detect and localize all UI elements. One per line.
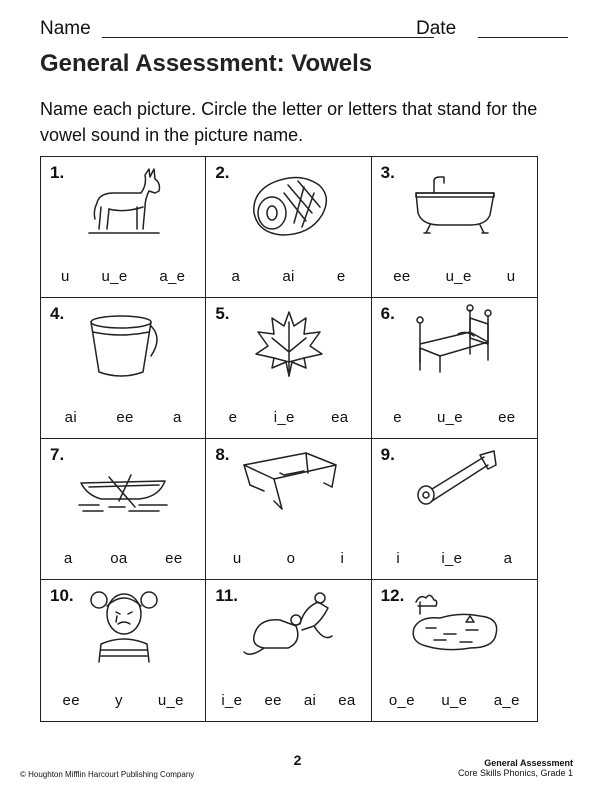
mice-icon	[244, 586, 334, 666]
choice-row	[210, 550, 366, 567]
donkey-icon	[79, 163, 169, 243]
vowel-choice[interactable]: a	[172, 409, 182, 426]
choice-row	[210, 692, 366, 709]
item-cell	[372, 157, 537, 298]
vowel-choice[interactable]: u_e	[441, 692, 468, 709]
instructions: Name each picture. Circle the letter or letters that stand for the vowel sound in the picture name.	[40, 99, 538, 145]
name-write-line[interactable]	[102, 37, 434, 38]
item-cell	[41, 157, 206, 298]
item-cell	[206, 157, 371, 298]
vowel-choice[interactable]: ee	[116, 409, 134, 426]
item-cell	[206, 298, 371, 439]
name-label: Name	[40, 18, 91, 39]
vowel-choice[interactable]: i_e	[221, 692, 243, 709]
vowel-choice[interactable]: e	[393, 409, 402, 426]
item-number: 10.	[50, 586, 74, 605]
choice-row	[376, 692, 533, 709]
vowel-choice[interactable]: i	[340, 550, 345, 567]
cot-icon	[244, 445, 334, 525]
vowel-choice[interactable]: u_e	[101, 268, 128, 285]
bed-icon	[410, 304, 500, 384]
date-label: Date	[416, 18, 457, 39]
vowel-choice[interactable]: ee	[264, 692, 282, 709]
item-number: 2.	[215, 163, 230, 182]
item-number: 3.	[380, 163, 395, 182]
vowel-choice[interactable]: e	[336, 268, 346, 285]
vowel-choice[interactable]: u_e	[157, 692, 184, 709]
footer-book-info	[458, 758, 573, 778]
item-number: 1.	[50, 163, 65, 182]
vowel-choice[interactable]: ai	[303, 692, 317, 709]
item-number: 9.	[380, 445, 395, 464]
crying-girl-icon	[79, 586, 169, 666]
vowel-choice[interactable]: u	[232, 550, 242, 567]
item-number: 8.	[215, 445, 230, 464]
item-number: 5.	[215, 304, 230, 323]
vowel-choice[interactable]: o	[286, 550, 296, 567]
bucket-icon	[79, 304, 169, 384]
rowboat-icon	[79, 445, 169, 525]
footer-book-title: Core Skills Phonics, Grade 1	[457, 768, 573, 778]
item-number: 6.	[380, 304, 395, 323]
item-cell	[41, 298, 206, 439]
vowel-choice[interactable]: y	[114, 692, 123, 709]
item-number: 4.	[50, 304, 65, 323]
vowel-choice[interactable]: ee	[393, 268, 411, 285]
copyright-notice: © Houghton Mifflin Harcourt Publishing Company	[20, 770, 195, 779]
name-date-header	[40, 18, 570, 42]
choice-row	[45, 268, 201, 285]
vowel-choice[interactable]: u	[60, 268, 70, 285]
page-number: 2	[293, 752, 302, 768]
vowel-choice[interactable]: ai	[64, 409, 77, 426]
vowel-choice[interactable]: i_e	[441, 550, 463, 567]
choice-row	[376, 409, 533, 426]
vowel-choice[interactable]: i	[396, 550, 400, 567]
vowel-choice[interactable]: ea	[338, 692, 356, 709]
vowel-choice[interactable]: a_e	[493, 692, 520, 709]
vowel-choice[interactable]: a_e	[159, 268, 186, 285]
vowel-choice[interactable]: ee	[165, 550, 183, 567]
vowel-choice[interactable]: ee	[498, 409, 516, 426]
vowel-choice[interactable]: a	[503, 550, 513, 567]
item-number: 7.	[50, 445, 65, 464]
vowel-choice[interactable]: i_e	[273, 409, 295, 426]
choice-row	[45, 550, 201, 567]
choice-row	[210, 268, 366, 285]
vowel-choice[interactable]: a	[63, 550, 73, 567]
lake-icon	[410, 586, 500, 666]
item-cell	[372, 580, 537, 721]
vowel-choice[interactable]: e	[228, 409, 238, 426]
item-number: 11.	[215, 586, 239, 605]
item-cell	[206, 580, 371, 721]
vowel-choice[interactable]: ea	[331, 409, 349, 426]
item-cell	[41, 439, 206, 580]
footer-section: General Assessment	[484, 758, 573, 768]
item-cell	[372, 298, 537, 439]
vowel-choice[interactable]: o_e	[388, 692, 415, 709]
vowel-choice[interactable]: ai	[282, 268, 295, 285]
bathtub-icon	[410, 163, 500, 243]
picture-grid	[40, 156, 538, 722]
choice-row	[45, 692, 201, 709]
vowel-choice[interactable]: u_e	[437, 409, 463, 426]
choice-row	[45, 409, 201, 426]
page-title: General Assessment: Vowels	[40, 50, 373, 77]
vowel-choice[interactable]: u	[506, 268, 516, 285]
leaf-icon	[244, 304, 334, 384]
item-number: 12.	[380, 586, 405, 605]
item-cell	[41, 580, 206, 721]
safety-pin-icon	[410, 445, 500, 525]
vowel-choice[interactable]: oa	[110, 550, 128, 567]
item-cell	[372, 439, 537, 580]
ham-icon	[244, 163, 334, 243]
date-write-line[interactable]	[478, 37, 568, 38]
choice-row	[376, 550, 533, 567]
choice-row	[210, 409, 366, 426]
item-cell	[206, 439, 371, 580]
vowel-choice[interactable]: a	[231, 268, 241, 285]
vowel-choice[interactable]: u_e	[445, 268, 472, 285]
vowel-choice[interactable]: ee	[62, 692, 80, 709]
choice-row	[376, 268, 533, 285]
